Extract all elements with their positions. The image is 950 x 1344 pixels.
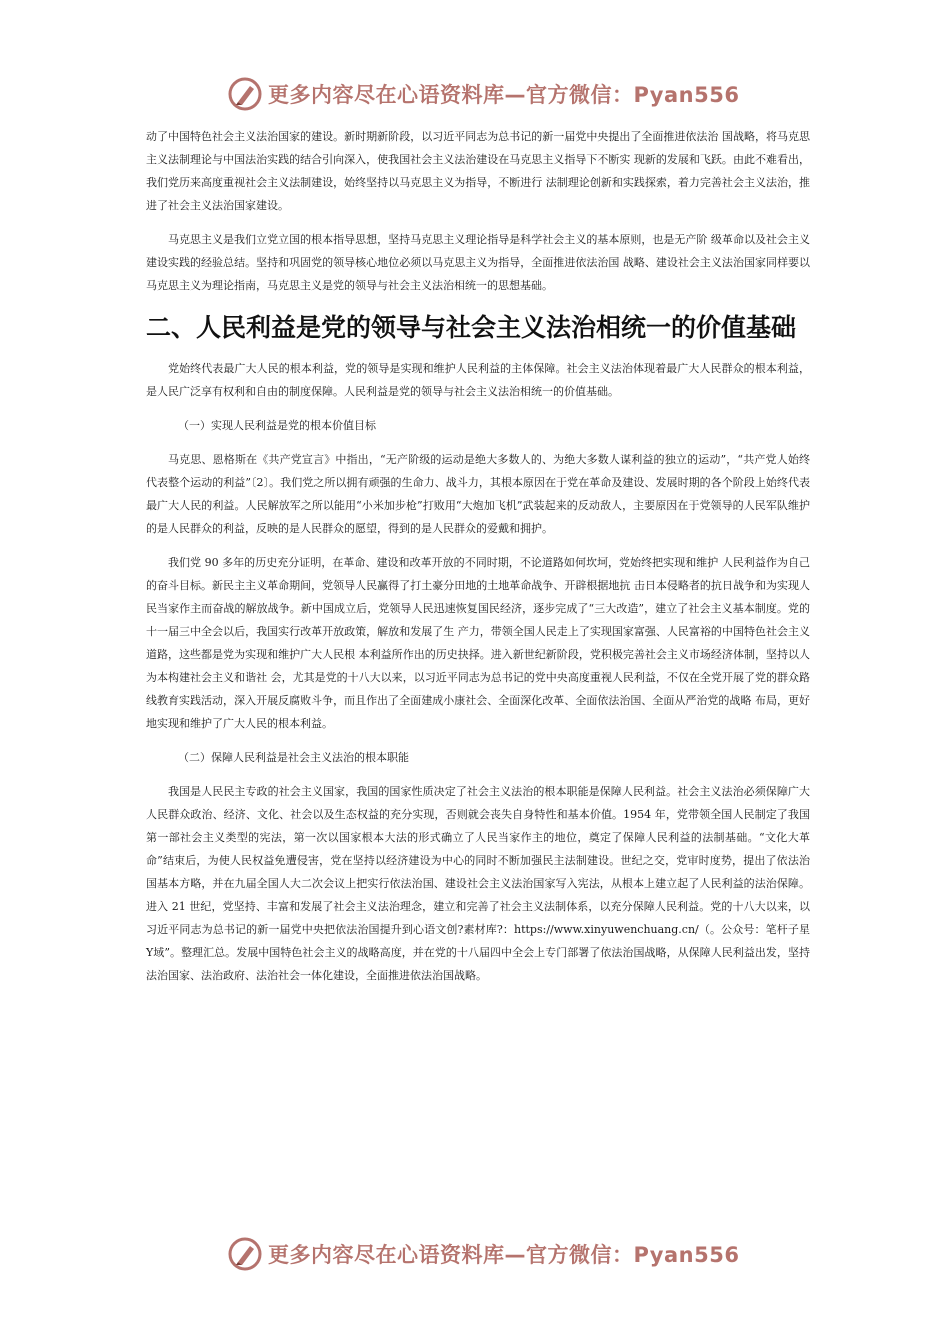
footer-banner <box>228 1236 740 1272</box>
paragraph: 动了中国特色社会主义法治国家的建设。新时期新阶段，以习近平同志为总书记的新一届党中央提出了全面推进依法治 国战略，将马克思主义法制理论与中国法治实践的结合引向深入，使我国社会主义法治建设在马克思主义指导下不断实 现新的发展和飞跃。由此不难看出，我们党历来高度重视社会主义法制建设，始终坚持以马克思主义为指导，不断进行 法制理论创新和实践探索，着力完善社会主义法治，推进了社会主义法治国家建设。 <box>146 130 810 212</box>
pen-logo-icon <box>228 77 262 111</box>
paragraph: 马克思、恩格斯在《共产党宣言》中指出，“无产阶级的运动是绝大多数人的、为绝大多数人谋利益的独立的运动”，“共产党人始终代表整个运动的利益”〔2〕。我们党之所以拥有顽强的生命力、战斗力，其根本原因在于党在革命及建设、发展时期的各个阶段上始终代表最广大人民的利益。人民解放军之所以能用“小米加步枪”打败用“大炮加飞机”武装起来的反动敌人，主要原因在于党领导的人民军队维护的是人民群众的利益，反映的是人民群众的愿望，得到的是人民群众的爱戴和拥护。 <box>146 453 810 535</box>
subsection-title: （二）保障人民利益是社会主义法治的根本职能 <box>178 751 409 764</box>
paragraph: 我国是人民民主专政的社会主义国家，我国的国家性质决定了社会主义法治的根本职能是保障人民利益。社会主义法治必须保障广大人民群众政治、经济、文化、社会以及生态权益的充分实现，否则就会丧失自身特性和基本价值。1954 年，党带领全国人民制定了我国第一部社会主义类型的宪法，第一次以国家根本大法的形式确立了人民当家作主的地位，奠定了保障人民利益的法制基础。“文化大革命”结束后，为使人民权益免遭侵害，党在坚持以经济建设为中心的同时不断加强民主法制建设。世纪之交，党审时度势，提出了依法治国基本方略，并在九届全国人大二次会议上把实行依法治国、建设社会主义法治国家写入宪法，从根本上建立起了人民利益的法治保障。进入 21 世纪，党坚持、丰富和发展了社会主义法治理念，建立和完善了社会主义法制体系，以充分保障人民利益。党的十八大以来，以习近平同志为总书记的新一届党中央把依法治国提升到心语文创?素材库?：https://www.xinyuwenchuang.cn/（。公众号：笔杆子星Y域”。整理汇总。发展中国特色社会主义的战略高度，并在党的十八届四中全会上专门部署了依法治国战略，从保障人民利益出发，坚持法治国家、法治政府、法治社会一体化建设，全面推进依法治国战略。 <box>146 785 810 982</box>
paragraph: 马克思主义是我们立党立国的根本指导思想，坚持马克思主义理论指导是科学社会主义的基本原则，也是无产阶 级革命以及社会主义建设实践的经验总结。坚持和巩固党的领导核心地位必须以马克思主义为指导，全面推进依法治国 战略、建设社会主义法治国家同样要以马克思主义为理论指南，马克思主义是党的领导与社会主义法治相统一的思想基础。 <box>146 233 810 292</box>
paragraph: 我们党 90 多年的历史充分证明，在革命、建设和改革开放的不同时期，不论道路如何坎坷，党始终把实现和维护 人民利益作为自己的奋斗目标。新民主主义革命期间，党领导人民赢得了打土豪分田地的土地革命战争、开辟根据地抗 击日本侵略者的抗日战争和为实现人民当家作主而奋战的解放战争。新中国成立后，党领导人民迅速恢复国民经济，逐步完成了“三大改造”，建立了社会主义基本制度。党的十一届三中全会以后，我国实行改革开放政策，解放和发展了生 产力，带领全国人民走上了实现国家富强、人民富裕的中国特色社会主义道路，这些都是党为实现和维护广大人民根 本利益所作出的历史抉择。进入新世纪新阶段，党积极完善社会主义市场经济体制，坚持以人为本构建社会主义和谐社 会，尤其是党的十八大以来，以习近平同志为总书记的党中央高度重视人民利益，不仅在全党开展了党的群众路线教育实践活动，深入开展反腐败斗争，而且作出了全面建成小康社会、全面深化改革、全面依法治国、全面从严治党的战略 布局，更好地实现和维护了广大人民的根本利益。 <box>146 556 810 730</box>
header-banner <box>228 76 740 112</box>
banner-text: 更多内容尽在心语资料库—官方微信：Pyan556 <box>268 1243 740 1267</box>
pen-logo-icon <box>228 1237 262 1271</box>
section-intro: 党始终代表最广大人民的根本利益，党的领导是实现和维护人民利益的主体保障。社会主义法治体现着最广大人民群众的根本利益，是人民广泛享有权利和自由的制度保障。人民利益是党的领导与社会主义法治相统一的价值基础。 <box>146 362 810 398</box>
subsection-title: （一）实现人民利益是党的根本价值目标 <box>178 419 376 432</box>
section-heading: 二、人民利益是党的领导与社会主义法治相统一的价值基础 <box>146 313 797 342</box>
banner-text: 更多内容尽在心语资料库—官方微信：Pyan556 <box>268 83 740 107</box>
document-body <box>146 125 810 987</box>
